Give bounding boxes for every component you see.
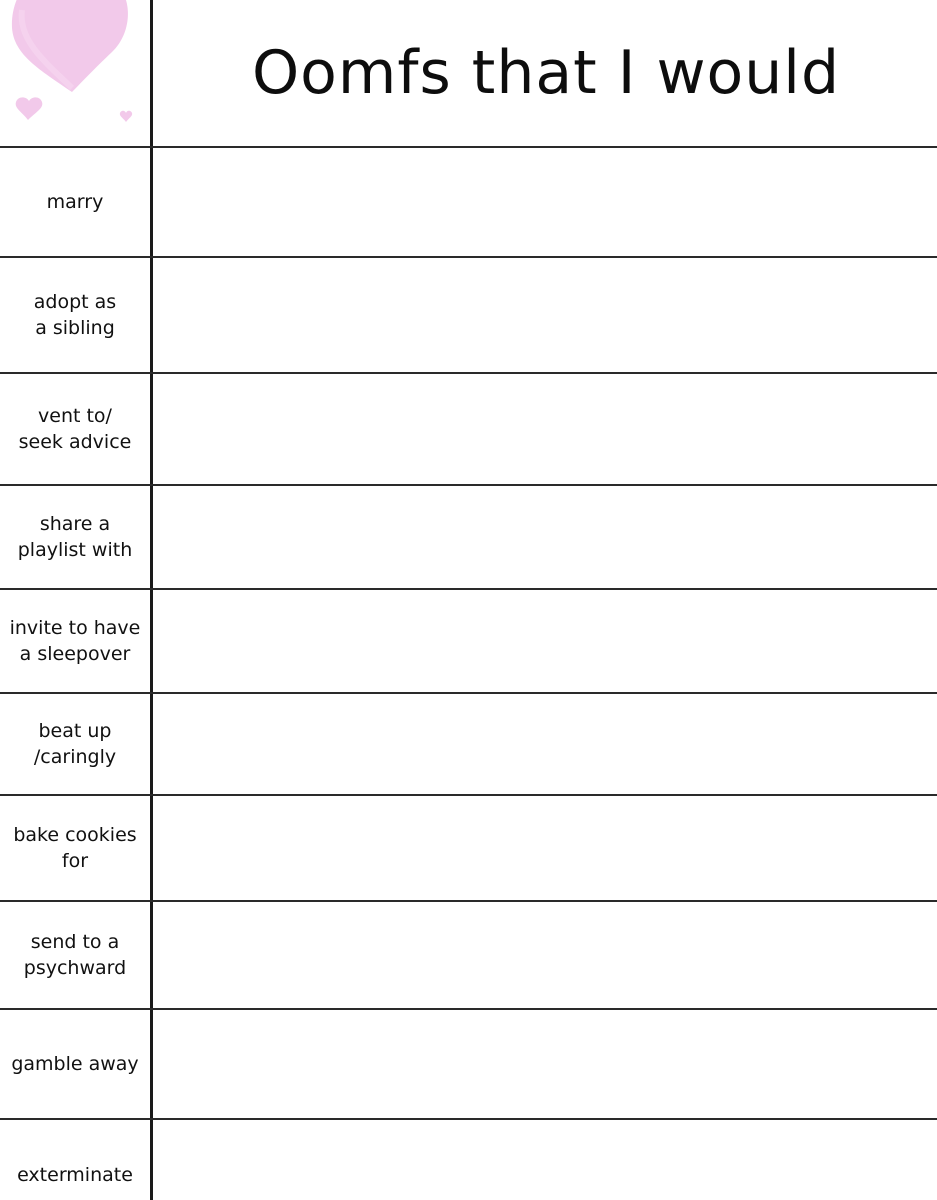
small-heart-icon <box>16 97 43 120</box>
hearts-icon <box>0 0 150 146</box>
row-divider <box>0 692 937 694</box>
row-divider <box>0 794 937 796</box>
row-divider <box>0 256 937 258</box>
row-bake-cookies <box>0 796 937 900</box>
row-share-playlist <box>0 486 937 588</box>
row-exterminate <box>0 1120 937 1200</box>
row-psychward <box>0 902 937 1008</box>
row-divider <box>0 900 937 902</box>
row-divider <box>0 1118 937 1120</box>
drop-cell[interactable] <box>153 258 937 372</box>
row-gamble-away <box>0 1010 937 1118</box>
page-title: Oomfs that I would <box>251 38 841 108</box>
tiny-heart-icon <box>120 111 132 122</box>
row-label: marry <box>46 191 104 213</box>
row-divider <box>0 588 937 590</box>
row-label: beat up /caringly <box>33 720 117 768</box>
column-divider <box>150 0 153 1200</box>
row-label: gamble away <box>11 1053 139 1075</box>
drop-cell[interactable] <box>153 590 937 692</box>
drop-cell[interactable] <box>153 796 937 900</box>
row-marry <box>0 148 937 256</box>
row-divider <box>0 372 937 374</box>
row-label: bake cookies for <box>13 824 137 872</box>
drop-cell[interactable] <box>153 1010 937 1118</box>
drop-cell[interactable] <box>153 374 937 484</box>
row-beat-up <box>0 694 937 794</box>
row-label: adopt as a sibling <box>33 291 117 339</box>
row-divider <box>0 484 937 486</box>
row-vent-to <box>0 374 937 484</box>
drop-cell[interactable] <box>153 486 937 588</box>
row-label: invite to have a sleepover <box>9 617 141 665</box>
row-divider <box>0 146 937 148</box>
drop-cell[interactable] <box>153 902 937 1008</box>
row-divider <box>0 1008 937 1010</box>
drop-cell[interactable] <box>153 148 937 256</box>
drop-cell[interactable] <box>153 1120 937 1200</box>
row-label: exterminate <box>17 1164 133 1186</box>
row-sleepover <box>0 590 937 692</box>
row-label: send to a psychward <box>23 931 127 979</box>
row-adopt-sibling <box>0 258 937 372</box>
row-label: vent to/ seek advice <box>18 405 132 453</box>
row-label: share a playlist with <box>17 513 133 561</box>
drop-cell[interactable] <box>153 694 937 794</box>
